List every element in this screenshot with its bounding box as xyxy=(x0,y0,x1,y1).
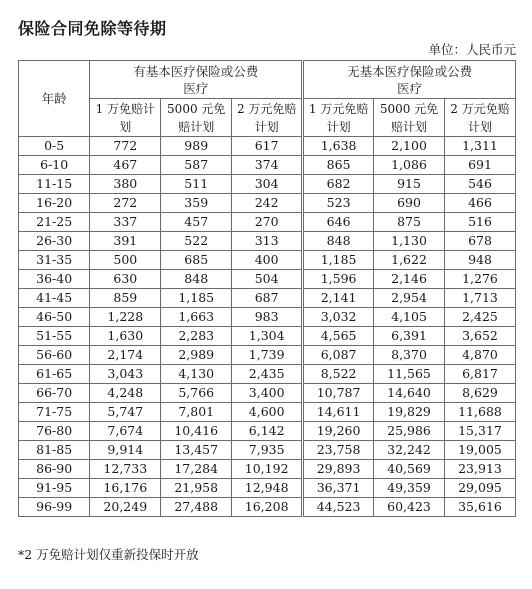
premium-value-cell: 1,622 xyxy=(374,251,445,270)
age-range-cell: 6-10 xyxy=(19,156,90,175)
premium-value-cell: 380 xyxy=(90,175,161,194)
table-row xyxy=(19,232,516,251)
premium-value-cell: 313 xyxy=(232,232,303,251)
table-row xyxy=(19,422,516,441)
premium-value-cell: 687 xyxy=(232,289,303,308)
premium-value-cell: 400 xyxy=(232,251,303,270)
plan-header-without-2: 5000 元免赔计划 xyxy=(374,99,445,137)
premium-value-cell: 523 xyxy=(303,194,374,213)
premium-value-cell: 4,870 xyxy=(444,346,515,365)
premium-value-cell: 304 xyxy=(232,175,303,194)
table-row xyxy=(19,460,516,479)
currency-unit-note: 单位：人民币元 xyxy=(428,42,516,57)
age-range-cell: 66-70 xyxy=(19,384,90,403)
premium-value-cell: 19,005 xyxy=(444,441,515,460)
premium-value-cell: 617 xyxy=(232,137,303,156)
premium-value-cell: 3,043 xyxy=(90,365,161,384)
premium-value-cell: 23,913 xyxy=(444,460,515,479)
age-range-cell: 31-35 xyxy=(19,251,90,270)
premium-value-cell: 4,248 xyxy=(90,384,161,403)
premium-value-cell: 1,228 xyxy=(90,308,161,327)
premium-value-cell: 11,688 xyxy=(444,403,515,422)
age-range-cell: 36-40 xyxy=(19,270,90,289)
table-row xyxy=(19,365,516,384)
table-row xyxy=(19,384,516,403)
premium-value-cell: 1,185 xyxy=(161,289,232,308)
premium-value-cell: 546 xyxy=(444,175,515,194)
premium-value-cell: 1,630 xyxy=(90,327,161,346)
premium-value-cell: 14,611 xyxy=(303,403,374,422)
premium-value-cell: 1,596 xyxy=(303,270,374,289)
premium-value-cell: 467 xyxy=(90,156,161,175)
age-range-cell: 41-45 xyxy=(19,289,90,308)
premium-value-cell: 1,663 xyxy=(161,308,232,327)
table-row xyxy=(19,194,516,213)
premium-value-cell: 8,522 xyxy=(303,365,374,384)
premium-value-cell: 10,787 xyxy=(303,384,374,403)
premium-value-cell: 2,283 xyxy=(161,327,232,346)
premium-value-cell: 272 xyxy=(90,194,161,213)
premium-value-cell: 504 xyxy=(232,270,303,289)
table-row xyxy=(19,346,516,365)
premium-value-cell: 2,174 xyxy=(90,346,161,365)
age-range-cell: 91-95 xyxy=(19,479,90,498)
premium-value-cell: 40,569 xyxy=(374,460,445,479)
premium-value-cell: 772 xyxy=(90,137,161,156)
premium-value-cell: 19,829 xyxy=(374,403,445,422)
premium-value-cell: 630 xyxy=(90,270,161,289)
table-row xyxy=(19,308,516,327)
table-row xyxy=(19,137,516,156)
premium-value-cell: 9,914 xyxy=(90,441,161,460)
premium-value-cell: 374 xyxy=(232,156,303,175)
premium-value-cell: 511 xyxy=(161,175,232,194)
premium-value-cell: 60,423 xyxy=(374,498,445,517)
premium-value-cell: 359 xyxy=(161,194,232,213)
premium-value-cell: 49,359 xyxy=(374,479,445,498)
premium-value-cell: 15,317 xyxy=(444,422,515,441)
premium-value-cell: 3,032 xyxy=(303,308,374,327)
premium-value-cell: 20,249 xyxy=(90,498,161,517)
premium-value-cell: 1,713 xyxy=(444,289,515,308)
age-range-cell: 16-20 xyxy=(19,194,90,213)
premium-value-cell: 500 xyxy=(90,251,161,270)
premium-value-cell: 2,100 xyxy=(374,137,445,156)
premium-value-cell: 875 xyxy=(374,213,445,232)
premium-value-cell: 989 xyxy=(161,137,232,156)
age-range-cell: 96-99 xyxy=(19,498,90,517)
premium-value-cell: 391 xyxy=(90,232,161,251)
premium-value-cell: 12,948 xyxy=(232,479,303,498)
age-range-cell: 76-80 xyxy=(19,422,90,441)
table-group-header-row xyxy=(19,61,516,99)
premium-value-cell: 848 xyxy=(303,232,374,251)
premium-value-cell: 4,130 xyxy=(161,365,232,384)
premium-value-cell: 6,817 xyxy=(444,365,515,384)
age-range-cell: 51-55 xyxy=(19,327,90,346)
premium-value-cell: 685 xyxy=(161,251,232,270)
premium-value-cell: 2,435 xyxy=(232,365,303,384)
table-row xyxy=(19,327,516,346)
premium-value-cell: 682 xyxy=(303,175,374,194)
age-column-header: 年龄 xyxy=(19,61,90,137)
premium-value-cell: 4,565 xyxy=(303,327,374,346)
premium-value-cell: 10,192 xyxy=(232,460,303,479)
premium-value-cell: 4,600 xyxy=(232,403,303,422)
page-title: 保险合同免除等待期 xyxy=(18,19,167,38)
premium-value-cell: 10,416 xyxy=(161,422,232,441)
premium-value-cell: 516 xyxy=(444,213,515,232)
premium-value-cell: 587 xyxy=(161,156,232,175)
premium-value-cell: 1,185 xyxy=(303,251,374,270)
age-range-cell: 61-65 xyxy=(19,365,90,384)
plan-header-with-3: 2 万元免赔计划 xyxy=(232,99,303,137)
premium-value-cell: 11,565 xyxy=(374,365,445,384)
premium-value-cell: 32,242 xyxy=(374,441,445,460)
premium-value-cell: 1,086 xyxy=(374,156,445,175)
premium-value-cell: 1,638 xyxy=(303,137,374,156)
age-range-cell: 11-15 xyxy=(19,175,90,194)
premium-value-cell: 948 xyxy=(444,251,515,270)
premium-value-cell: 690 xyxy=(374,194,445,213)
premium-value-cell: 36,371 xyxy=(303,479,374,498)
premium-value-cell: 29,095 xyxy=(444,479,515,498)
table-row xyxy=(19,251,516,270)
premium-value-cell: 12,733 xyxy=(90,460,161,479)
premium-value-cell: 21,958 xyxy=(161,479,232,498)
premium-value-cell: 5,747 xyxy=(90,403,161,422)
premium-value-cell: 270 xyxy=(232,213,303,232)
premium-value-cell: 915 xyxy=(374,175,445,194)
table-plan-header-row xyxy=(19,99,516,137)
premium-value-cell: 2,425 xyxy=(444,308,515,327)
plan-header-with-2: 5000 元免赔计划 xyxy=(161,99,232,137)
premium-value-cell: 2,146 xyxy=(374,270,445,289)
age-range-cell: 46-50 xyxy=(19,308,90,327)
premium-value-cell: 7,801 xyxy=(161,403,232,422)
premium-value-cell: 16,176 xyxy=(90,479,161,498)
premium-value-cell: 4,105 xyxy=(374,308,445,327)
age-range-cell: 86-90 xyxy=(19,460,90,479)
table-row xyxy=(19,175,516,194)
premium-value-cell: 337 xyxy=(90,213,161,232)
table-row xyxy=(19,403,516,422)
table-row xyxy=(19,498,516,517)
plan-header-without-1: 1 万元免赔计划 xyxy=(303,99,374,137)
plan-header-without-3: 2 万元免赔计划 xyxy=(444,99,515,137)
group-header-with-insurance: 有基本医疗保险或公费医疗 xyxy=(90,61,303,99)
premium-value-cell: 983 xyxy=(232,308,303,327)
premium-value-cell: 44,523 xyxy=(303,498,374,517)
age-range-cell: 26-30 xyxy=(19,232,90,251)
premium-value-cell: 3,652 xyxy=(444,327,515,346)
premium-value-cell: 2,141 xyxy=(303,289,374,308)
premium-value-cell: 35,616 xyxy=(444,498,515,517)
premium-value-cell: 6,391 xyxy=(374,327,445,346)
premium-value-cell: 678 xyxy=(444,232,515,251)
plan-header-with-1: 1 万免赔计划 xyxy=(90,99,161,137)
premium-value-cell: 27,488 xyxy=(161,498,232,517)
premium-value-cell: 2,989 xyxy=(161,346,232,365)
premium-value-cell: 522 xyxy=(161,232,232,251)
table-row xyxy=(19,270,516,289)
premium-value-cell: 7,935 xyxy=(232,441,303,460)
table-row xyxy=(19,289,516,308)
premium-value-cell: 1,304 xyxy=(232,327,303,346)
premium-value-cell: 19,260 xyxy=(303,422,374,441)
age-range-cell: 71-75 xyxy=(19,403,90,422)
premium-value-cell: 865 xyxy=(303,156,374,175)
table-row xyxy=(19,156,516,175)
premium-rate-table xyxy=(18,60,516,517)
table-body xyxy=(19,137,516,517)
premium-value-cell: 14,640 xyxy=(374,384,445,403)
premium-value-cell: 7,674 xyxy=(90,422,161,441)
table-row xyxy=(19,479,516,498)
premium-value-cell: 691 xyxy=(444,156,515,175)
premium-value-cell: 16,208 xyxy=(232,498,303,517)
premium-value-cell: 1,739 xyxy=(232,346,303,365)
premium-value-cell: 646 xyxy=(303,213,374,232)
premium-value-cell: 6,142 xyxy=(232,422,303,441)
premium-value-cell: 5,766 xyxy=(161,384,232,403)
premium-value-cell: 1,276 xyxy=(444,270,515,289)
premium-value-cell: 8,629 xyxy=(444,384,515,403)
footnote: *2 万免赔计划仅重新投保时开放 xyxy=(18,547,199,562)
premium-value-cell: 1,130 xyxy=(374,232,445,251)
premium-value-cell: 29,893 xyxy=(303,460,374,479)
premium-value-cell: 8,370 xyxy=(374,346,445,365)
premium-value-cell: 848 xyxy=(161,270,232,289)
age-range-cell: 21-25 xyxy=(19,213,90,232)
premium-value-cell: 457 xyxy=(161,213,232,232)
premium-value-cell: 23,758 xyxy=(303,441,374,460)
premium-value-cell: 1,311 xyxy=(444,137,515,156)
age-range-cell: 0-5 xyxy=(19,137,90,156)
premium-value-cell: 6,087 xyxy=(303,346,374,365)
premium-value-cell: 17,284 xyxy=(161,460,232,479)
premium-value-cell: 859 xyxy=(90,289,161,308)
premium-value-cell: 3,400 xyxy=(232,384,303,403)
premium-value-cell: 242 xyxy=(232,194,303,213)
table-row xyxy=(19,213,516,232)
premium-value-cell: 466 xyxy=(444,194,515,213)
premium-value-cell: 25,986 xyxy=(374,422,445,441)
age-range-cell: 56-60 xyxy=(19,346,90,365)
table-row xyxy=(19,441,516,460)
age-range-cell: 81-85 xyxy=(19,441,90,460)
premium-value-cell: 13,457 xyxy=(161,441,232,460)
premium-value-cell: 2,954 xyxy=(374,289,445,308)
group-header-without-insurance: 无基本医疗保险或公费医疗 xyxy=(303,61,516,99)
